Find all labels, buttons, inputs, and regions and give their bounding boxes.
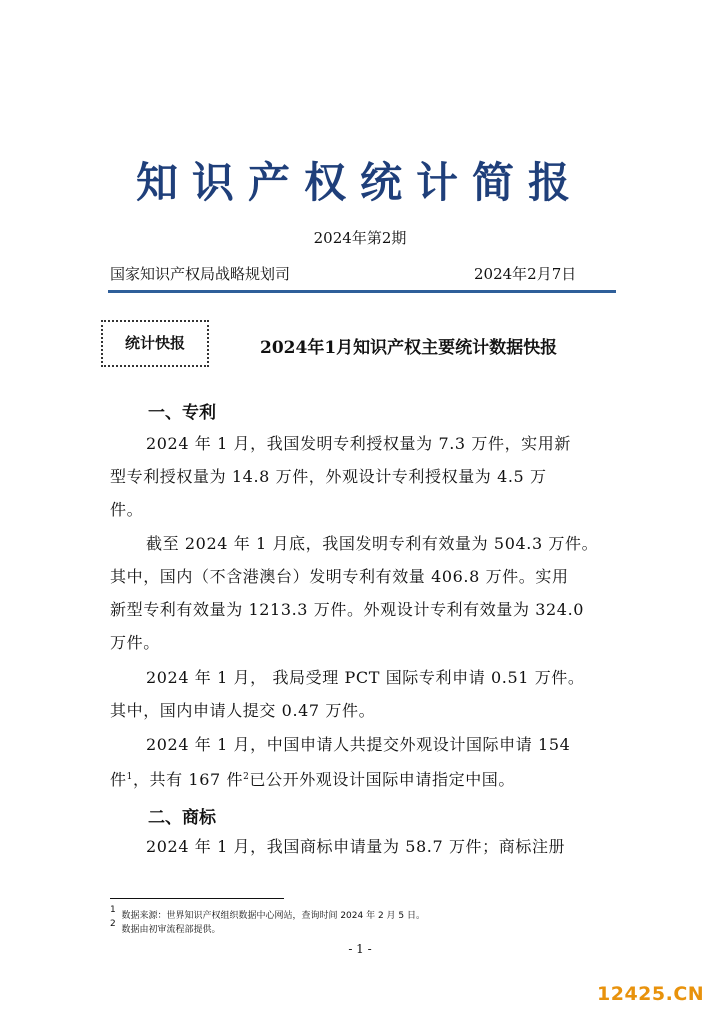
- footnote-mark: 2: [110, 919, 116, 929]
- footnote-2: [110, 919, 220, 935]
- text-line: 2024 年 1 月， 我局受理 PCT 国际专利申请 0.51 万件。: [146, 668, 585, 687]
- paragraph-design-intl: [110, 728, 618, 796]
- footnote-mark: 1: [110, 905, 116, 915]
- text-line: 其中，国内（不含港澳台）发明专利有效量 406.8 万件。实用: [110, 567, 569, 586]
- footnote-ref-1[interactable]: 1: [126, 772, 133, 782]
- footnote-text: 数据由初审流程部提供。: [121, 925, 221, 935]
- agency-name: 国家知识产权局战略规划司: [110, 265, 291, 283]
- stat-flash-badge: 统计快报: [101, 320, 209, 367]
- report-title: 2024年1月知识产权主要统计数据快报: [260, 338, 558, 358]
- paragraph-pct: [110, 661, 618, 727]
- text-segment: ，共有 167 件: [132, 770, 244, 789]
- site-watermark: 12425.CN: [597, 983, 705, 1005]
- text-line: 件。: [110, 500, 144, 519]
- footnote-rule: [110, 898, 284, 899]
- footnote-text: 数据来源：世界知识产权组织数据中心网站，查询时间 2024 年 2 月 5 日。: [121, 911, 425, 921]
- issue-number: 2024年第2期: [313, 229, 407, 247]
- text-line: 2024 年 1 月，我国商标申请量为 58.7 万件；商标注册: [146, 837, 566, 856]
- text-segment: 件: [110, 770, 127, 789]
- section-heading-patent: 一、专利: [148, 403, 216, 423]
- text-line: 2024 年 1 月，中国申请人共提交外观设计国际申请 154: [146, 735, 571, 754]
- text-line: 截至 2024 年 1 月底，我国发明专利有效量为 504.3 万件。: [146, 534, 599, 553]
- text-line: 型专利授权量为 14.8 万件，外观设计专利授权量为 4.5 万: [110, 467, 547, 486]
- header-rule: [108, 290, 616, 293]
- text-line: 2024 年 1 月，我国发明专利授权量为 7.3 万件，实用新: [146, 434, 571, 453]
- section-heading-trademark: 二、商标: [148, 808, 216, 828]
- page-number: - 1 -: [348, 942, 372, 956]
- footnote-ref-2[interactable]: 2: [243, 772, 250, 782]
- publish-date: 2024年2月7日: [474, 265, 577, 283]
- text-line: 其中，国内申请人提交 0.47 万件。: [110, 701, 376, 720]
- bulletin-title: 知识产权统计简报: [135, 158, 584, 207]
- paragraph-patent-valid: [110, 527, 618, 659]
- paragraph-trademark: [110, 830, 618, 863]
- text-line: 万件。: [110, 633, 160, 652]
- text-segment: 已公开外观设计国际申请指定中国。: [249, 770, 515, 789]
- text-line: 新型专利有效量为 1213.3 万件。外观设计专利有效量为 324.0: [110, 600, 585, 619]
- paragraph-patent-grants: [110, 427, 618, 526]
